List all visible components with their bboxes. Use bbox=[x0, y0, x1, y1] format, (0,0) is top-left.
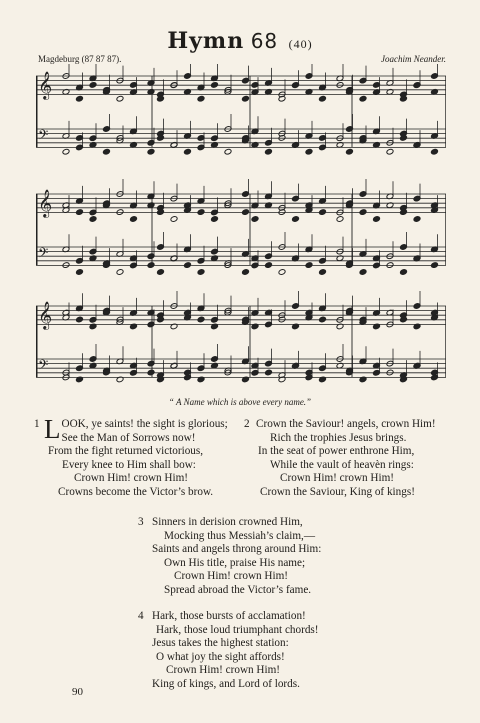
music-score bbox=[36, 64, 446, 390]
note-head bbox=[431, 262, 439, 269]
note-head bbox=[292, 216, 300, 223]
note-head bbox=[170, 216, 178, 223]
note-head bbox=[197, 316, 205, 323]
note-head bbox=[76, 316, 84, 323]
verse-line: Mocking thus Messiah’s claim,— bbox=[164, 529, 316, 542]
tune-name: Magdeburg (87 87 87). bbox=[38, 54, 122, 64]
note-head bbox=[319, 269, 327, 276]
note-head bbox=[359, 209, 367, 216]
verse-line: Crown Him! crown Him! bbox=[280, 472, 395, 485]
note-head bbox=[197, 209, 205, 216]
note-head bbox=[62, 148, 70, 155]
verse-line: Crown the Saviour, King of kings! bbox=[260, 485, 415, 498]
note-head bbox=[157, 269, 165, 276]
note-head bbox=[373, 216, 381, 223]
note-head bbox=[242, 269, 250, 276]
note-head bbox=[103, 148, 111, 155]
note-head bbox=[76, 209, 84, 216]
note-head bbox=[265, 369, 273, 376]
verse-line: Crown Him! crown Him! bbox=[74, 472, 189, 485]
note-head bbox=[147, 262, 155, 269]
note-head bbox=[359, 95, 367, 102]
treble-clef-icon: 𝄞 bbox=[38, 301, 53, 329]
bass-clef-icon: 𝄢 bbox=[38, 245, 49, 264]
verse-line: From the fight returned victorious, bbox=[48, 445, 204, 458]
verse-line: Every knee to Him shall bow: bbox=[62, 458, 196, 471]
note-head bbox=[413, 82, 421, 89]
note-head bbox=[211, 82, 219, 89]
note-head bbox=[147, 148, 155, 155]
note-head bbox=[224, 148, 232, 155]
verse-number: 4 bbox=[138, 610, 144, 622]
drop-cap: L bbox=[44, 414, 61, 444]
note-head bbox=[265, 262, 273, 269]
verse-line: Crowns become the Victor’s brow. bbox=[58, 485, 214, 498]
note-head bbox=[89, 82, 97, 89]
note-head bbox=[242, 95, 250, 102]
bass-clef-icon: 𝄢 bbox=[38, 357, 49, 376]
verse-line: See the Man of Sorrows now! bbox=[61, 431, 196, 444]
note-head bbox=[319, 209, 327, 216]
page-number: 90 bbox=[72, 686, 83, 698]
bass-clef-icon: 𝄢 bbox=[38, 127, 49, 146]
verse-line: Hark, those loud triumphant chords! bbox=[156, 623, 319, 636]
verse-line: Rich the trophies Jesus brings. bbox=[270, 431, 407, 444]
verse-number: 3 bbox=[138, 516, 144, 528]
verse-line: OOK, ye saints! the sight is glorious; bbox=[61, 418, 228, 430]
verse-number: 1 bbox=[34, 418, 40, 430]
verse-line: Hark, those bursts of acclamation! bbox=[152, 610, 306, 622]
hymn-number: 68 bbox=[250, 29, 279, 53]
note-head bbox=[400, 269, 408, 276]
verse-line: Crown the Saviour! angels, crown Him! bbox=[256, 418, 436, 430]
verse-2 bbox=[244, 418, 450, 500]
hymn-title bbox=[0, 28, 480, 54]
note-head bbox=[305, 262, 313, 269]
verse-line: King of kings, and Lord of lords. bbox=[152, 677, 300, 690]
note-head bbox=[184, 262, 192, 269]
note-head bbox=[413, 216, 421, 223]
note-head bbox=[251, 216, 259, 223]
note-head bbox=[184, 148, 192, 155]
verse-line: Sinners in derision crowned Him, bbox=[152, 516, 303, 528]
note-head bbox=[76, 95, 84, 102]
note-head bbox=[147, 369, 155, 376]
note-head bbox=[130, 216, 138, 223]
note-head bbox=[197, 95, 205, 102]
verse-line: Crown Him! crown Him! bbox=[166, 664, 281, 677]
verse-line: Saints and angels throng around Him: bbox=[152, 543, 322, 556]
verse-number: 2 bbox=[244, 418, 250, 430]
note-head bbox=[431, 148, 439, 155]
hymn-label: Hymn bbox=[167, 28, 245, 54]
verse-line: Own His title, praise His name; bbox=[164, 556, 306, 569]
note-head bbox=[265, 148, 273, 155]
note-head bbox=[211, 216, 219, 223]
hymn-alt-number: (40) bbox=[288, 37, 313, 51]
verse-1 bbox=[34, 414, 240, 500]
note-head bbox=[89, 216, 97, 223]
note-head bbox=[319, 95, 327, 102]
verse-line: Crown Him! crown Him! bbox=[174, 570, 289, 583]
verse-3 bbox=[138, 516, 368, 598]
note-head bbox=[116, 269, 124, 276]
verse-line: Jesus takes the highest station: bbox=[152, 637, 289, 650]
note-head bbox=[319, 316, 327, 323]
note-head bbox=[278, 269, 286, 276]
tune-caption: “ A Name which is above every name.” bbox=[168, 397, 312, 407]
note-head bbox=[76, 269, 84, 276]
verse-line: In the seat of power enthrone Him, bbox=[258, 445, 415, 458]
verse-line: While the vault of heavèn rings: bbox=[270, 458, 414, 471]
note-head bbox=[386, 148, 394, 155]
note-head bbox=[197, 269, 205, 276]
treble-clef-icon: 𝄞 bbox=[38, 71, 53, 99]
note-head bbox=[359, 269, 367, 276]
treble-clef-icon: 𝄞 bbox=[38, 189, 53, 217]
verse-line: Spread abroad the Victor’s fame. bbox=[164, 583, 312, 596]
note-head bbox=[336, 216, 344, 223]
note-head bbox=[292, 82, 300, 89]
note-head bbox=[242, 209, 250, 216]
note-head bbox=[116, 95, 124, 102]
note-head bbox=[305, 148, 313, 155]
note-head bbox=[346, 148, 354, 155]
composer-name: Joachim Neander. bbox=[381, 54, 446, 64]
verse-line: O what joy the sight affords! bbox=[156, 650, 285, 663]
verse-4 bbox=[138, 610, 368, 692]
